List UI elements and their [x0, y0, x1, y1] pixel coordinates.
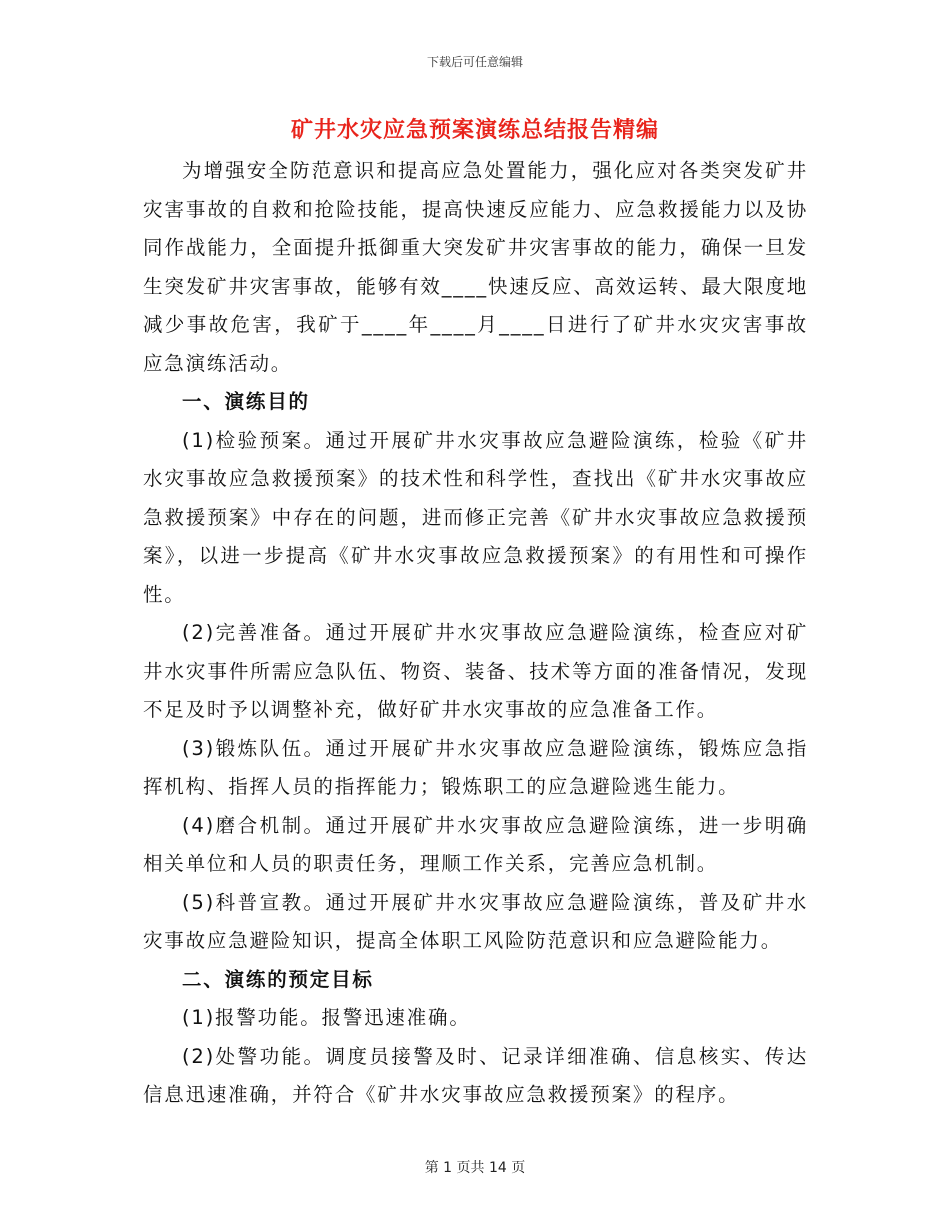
body-paragraph: (1)检验预案。通过开展矿井水灾事故应急避险演练，检验《矿井水灾事故应急救援预案》的技术性和科学性，查找出《矿井水灾事故应急救援预案》中存在的问题，进而修正完善《矿井水灾事故应急救援预案》，以进一步提高《矿井水灾事故应急救援预案》的有用性和可操作性。: [143, 428, 808, 606]
body-paragraph: (1)报警功能。报警迅速准确。: [182, 1006, 471, 1029]
document-body: [143, 152, 808, 1115]
page-header: 下载后可任意编辑: [426, 55, 523, 69]
intro-paragraph: 为增强安全防范意识和提高应急处置能力，强化应对各类突发矿井灾害事故的自救和抢险技能，提高快速反应能力、应急救援能力以及协同作战能力，全面提升抵御重大突发矿井灾害事故的能力，确保一旦发生突发矿井灾害事故，能够有效____快速反应、高效运转、最大限度地减少事故危害，我矿于____年____月____日进行了矿井水灾灾害事故应急演练活动。: [143, 159, 808, 375]
body-paragraph: (3)锻炼队伍。通过开展矿井水灾事故应急避险演练，锻炼应急指挥机构、指挥人员的指挥能力；锻炼职工的应急避险逃生能力。: [143, 736, 808, 798]
section-heading: 一、演练目的: [182, 390, 310, 413]
body-paragraph: (4)磨合机制。通过开展矿井水灾事故应急避险演练，进一步明确相关单位和人员的职责任务，理顺工作关系，完善应急机制。: [143, 813, 808, 875]
body-paragraph: (2)处警功能。调度员接警及时、记录详细准确、信息核实、传达信息迅速准确，并符合《矿井水灾事故应急救援预案》的程序。: [143, 1044, 808, 1106]
body-paragraph: (2)完善准备。通过开展矿井水灾事故应急避险演练，检查应对矿井水灾事件所需应急队伍、物资、装备、技术等方面的准备情况，发现不足及时予以调整补充，做好矿井水灾事故的应急准备工作。: [143, 621, 808, 721]
page-footer: 第 1 页共 14 页: [424, 1160, 526, 1176]
document-title: 矿井水灾应急预案演练总结报告精编: [290, 118, 659, 143]
body-paragraph: (5)科普宣教。通过开展矿井水灾事故应急避险演练，普及矿井水灾事故应急避险知识，提高全体职工风险防范意识和应急避险能力。: [143, 890, 808, 952]
section-heading: 二、演练的预定目标: [182, 967, 374, 991]
